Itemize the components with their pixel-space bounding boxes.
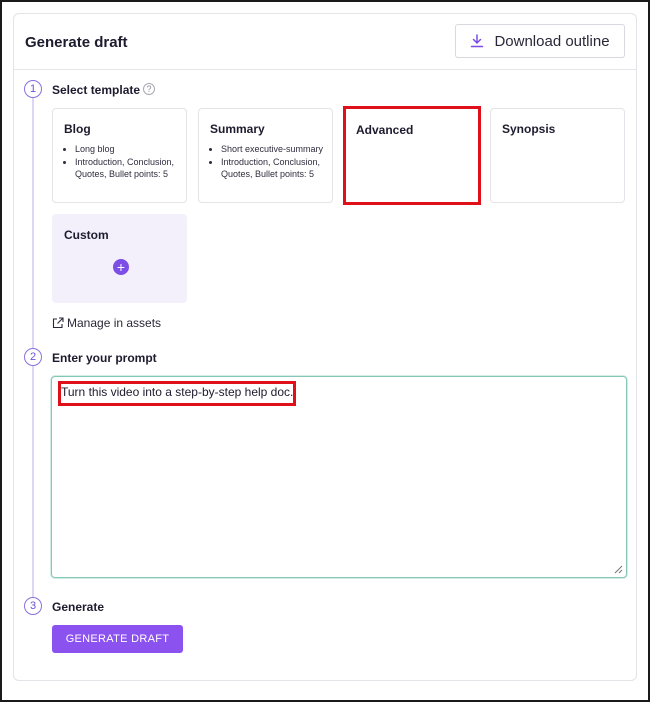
template-card-synopsis[interactable] (490, 108, 625, 203)
download-outline-label: Download outline (494, 32, 610, 50)
step-connector (32, 366, 34, 599)
template-title: Advanced (356, 123, 414, 137)
template-card-custom[interactable] (52, 214, 187, 303)
template-card-blog[interactable] (52, 108, 187, 203)
download-outline-button[interactable] (455, 24, 625, 58)
step-3-indicator: 3 (24, 597, 42, 615)
template-bullet: • Short executive-summary (221, 143, 328, 156)
template-title: Synopsis (502, 122, 556, 136)
help-icon[interactable]: ? (143, 83, 155, 95)
select-template-label: Select template (52, 83, 141, 97)
step-2-indicator: 2 (24, 348, 42, 366)
template-title: Summary (210, 122, 265, 136)
generate-draft-button[interactable]: GENERATE DRAFT (52, 625, 183, 653)
manage-in-assets-link[interactable] (52, 316, 161, 330)
resize-handle-icon[interactable] (614, 565, 623, 574)
template-title: Custom (64, 228, 109, 242)
template-title: Blog (64, 122, 91, 136)
add-icon[interactable]: + (113, 259, 129, 275)
template-card-summary[interactable] (198, 108, 333, 203)
page-title: Generate draft (25, 34, 128, 51)
template-card-advanced[interactable] (343, 106, 481, 205)
prompt-value: Turn this video into a step-by-step help doc. (61, 385, 294, 399)
enter-prompt-label: Enter your prompt (52, 351, 157, 365)
template-bullet: • Introduction, Conclusion, Quotes, Bullet points: 5 (75, 156, 182, 181)
external-link-icon (52, 317, 64, 329)
generate-label: Generate (52, 600, 105, 614)
template-bullet: • Long blog (75, 143, 182, 156)
template-bullets (210, 143, 328, 181)
panel-header (14, 14, 636, 70)
template-bullet: • Introduction, Conclusion, Quotes, Bullet points: 5 (221, 156, 328, 181)
prompt-highlight-box (58, 381, 296, 406)
template-bullets (64, 143, 182, 181)
step-1-indicator: 1 (24, 80, 42, 98)
manage-in-assets-label: Manage in assets (67, 316, 162, 330)
step-connector (32, 98, 34, 351)
prompt-textarea[interactable] (51, 376, 627, 578)
download-icon (470, 34, 484, 48)
